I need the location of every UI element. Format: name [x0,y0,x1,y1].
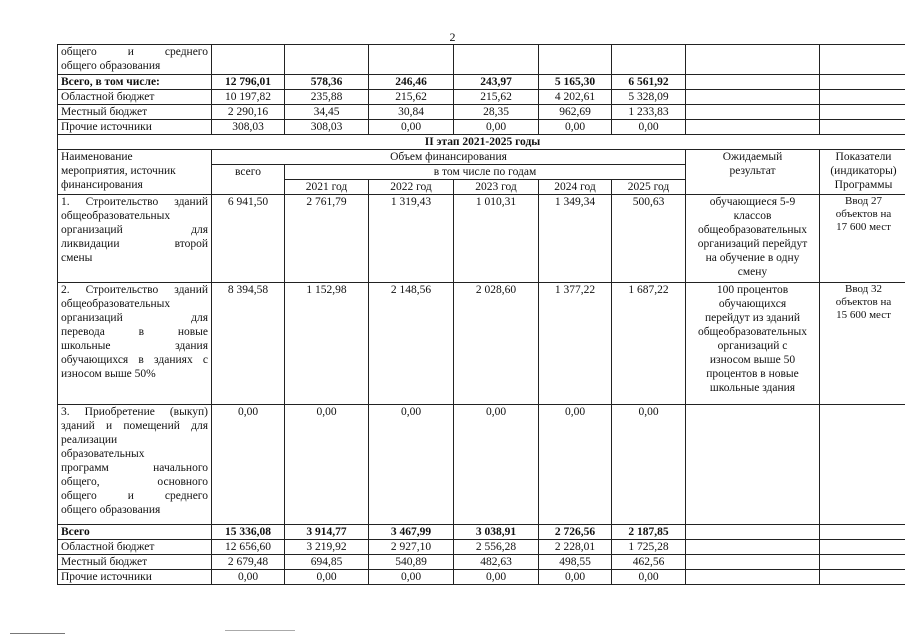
measure-name [58,283,212,405]
amount-cell: 1 349,34 [539,195,612,283]
text-line: зданий и помещений для [61,420,208,432]
text-line: мероприятия, источник [61,165,176,177]
text-line: ликвидации второй [61,238,208,250]
amount-cell: 1 319,43 [369,195,454,283]
text-line: общего и среднего [61,490,208,502]
indicator-cell [820,195,905,283]
continued-row-label [58,45,212,75]
text-line: процентов в новые [706,368,799,380]
source-row [58,90,905,105]
text-line: классов [733,210,772,222]
amount-cell: 30,84 [369,105,454,120]
amount-cell: 0,00 [539,570,612,585]
header-year: 2022 год [369,180,454,195]
amount-cell: 6 941,50 [212,195,285,283]
amount-cell: 6 561,92 [612,75,686,90]
text-line: перейдут из зданий [704,312,801,324]
text-line: общеобразовательных [61,298,171,310]
text-line: финансирования [61,179,143,191]
amount-cell: 0,00 [369,405,454,525]
text-line: обучающиеся 5-9 [709,196,796,208]
text-line: Ожидаемый [722,151,783,163]
amount-cell: 15 336,08 [212,525,285,540]
text-line: организаций для [61,224,208,236]
text-line: общеобразовательных [697,326,808,338]
text-line: Показатели [835,151,892,163]
amount-cell: 578,36 [285,75,369,90]
amount-cell: 4 202,61 [539,90,612,105]
text-line: Ввод 27 [845,195,882,207]
expected-result [686,195,820,283]
amount-cell: 2 228,01 [539,540,612,555]
scan-artifact [10,633,65,634]
stage-title: II этап 2021-2025 годы [58,135,905,150]
text-line: обучающихся [718,298,787,310]
amount-cell: 1 687,22 [612,283,686,405]
empty-cell [686,525,820,540]
text-line: образовательных [61,448,145,460]
amount-cell: 0,00 [285,405,369,525]
text-line: общеобразовательных [61,210,171,222]
text-line: Программы [834,179,893,191]
amount-cell: 0,00 [369,570,454,585]
amount-cell: 5 165,30 [539,75,612,90]
amount-cell: 2 726,56 [539,525,612,540]
source-row [58,120,905,135]
empty-cell [820,75,905,90]
text-line: (индикаторы) [830,165,897,177]
amount-cell: 462,56 [612,555,686,570]
text-line: общеобразовательных [697,224,808,236]
empty-cell [820,105,905,120]
header-result [686,150,820,195]
text-line: программ начального [61,462,208,474]
text-line: 3. Приобретение (выкуп) [61,406,208,418]
amount-cell: 243,97 [454,75,539,90]
amount-cell: 0,00 [285,570,369,585]
header-name [58,150,212,195]
amount-cell: 2 148,56 [369,283,454,405]
indicator-cell [820,405,905,525]
text-line: организаций для [61,312,208,324]
header-indicators [820,150,905,195]
continued-row [58,45,905,75]
source-row [58,105,905,120]
row-label: Областной бюджет [58,90,212,105]
measure-name [58,195,212,283]
amount-cell: 5 328,09 [612,90,686,105]
text-line: Ввод 32 [845,283,882,295]
amount-cell: 3 038,91 [454,525,539,540]
measure-row [58,405,905,525]
amount-cell: 2 927,10 [369,540,454,555]
amount-cell: 2 028,60 [454,283,539,405]
amount-cell: 12 796,01 [212,75,285,90]
amount-cell: 308,03 [285,120,369,135]
text-line: школьные здания [61,340,208,352]
amount-cell: 482,63 [454,555,539,570]
text-line: 100 процентов [716,284,789,296]
amount-cell: 0,00 [612,120,686,135]
indicator-cell [820,283,905,405]
empty-cell [686,570,820,585]
amount-cell: 3 914,77 [285,525,369,540]
text-line: на обучение в одну [705,252,800,264]
header-year: 2024 год [539,180,612,195]
empty-cell [686,540,820,555]
amount-cell: 2 556,28 [454,540,539,555]
text-line: смену [737,266,768,278]
amount-cell: 540,89 [369,555,454,570]
text-line: 17 600 мест [836,221,891,233]
expected-result [686,283,820,405]
text-line: 15 600 мест [836,309,891,321]
amount-cell: 500,63 [612,195,686,283]
source-row [58,540,905,555]
measure-name [58,405,212,525]
amount-cell: 2 187,85 [612,525,686,540]
header-total: всего [212,165,285,195]
amount-cell: 1 725,28 [612,540,686,555]
header-year: 2025 год [612,180,686,195]
text-line: организаций с [717,340,788,352]
amount-cell: 1 377,22 [539,283,612,405]
amount-cell: 2 290,16 [212,105,285,120]
amount-cell: 3 467,99 [369,525,454,540]
header-year: 2021 год [285,180,369,195]
amount-cell: 0,00 [454,405,539,525]
total-row [58,75,905,90]
empty-cell [820,540,905,555]
header-row [58,150,905,165]
row-label: Местный бюджет [58,105,212,120]
source-row [58,570,905,585]
empty-cell [686,75,820,90]
total-row [58,525,905,540]
text-line: организаций перейдут [697,238,808,250]
amount-cell: 0,00 [454,570,539,585]
expected-result [686,405,820,525]
row-label: Всего [58,525,212,540]
amount-cell: 1 010,31 [454,195,539,283]
amount-cell: 0,00 [539,120,612,135]
amount-cell: 0,00 [369,120,454,135]
amount-cell: 28,35 [454,105,539,120]
text-line: объектов на [835,208,892,220]
amount-cell: 498,55 [539,555,612,570]
empty-cell [820,90,905,105]
amount-cell: 0,00 [612,405,686,525]
empty-cell [686,555,820,570]
row-label: Местный бюджет [58,555,212,570]
amount-cell: 0,00 [612,570,686,585]
text-line: школьные здания [709,382,796,394]
amount-cell: 2 679,48 [212,555,285,570]
amount-cell: 1 152,98 [285,283,369,405]
amount-cell: 215,62 [369,90,454,105]
row-label: Областной бюджет [58,540,212,555]
row-label: Прочие источники [58,570,212,585]
amount-cell: 308,03 [212,120,285,135]
text-line: Наименование [61,151,133,163]
empty-cell [820,525,905,540]
amount-cell: 962,69 [539,105,612,120]
text-line: результат [729,165,776,177]
text-line: 1. Строительство зданий [61,196,208,208]
row-label: Всего, в том числе: [58,75,212,90]
empty-cell [686,120,820,135]
text-line: общего, основного [61,476,208,488]
text-line: смены [61,252,93,264]
header-year: 2023 год [454,180,539,195]
amount-cell: 0,00 [539,405,612,525]
text-line: обучающихся в зданиях с [61,354,208,366]
amount-cell: 2 761,79 [285,195,369,283]
empty-cell [686,105,820,120]
text-line: 2. Строительство зданий [61,284,208,296]
text-line: износом выше 50% [61,368,156,380]
text-line: износом выше 50 [709,354,796,366]
source-row [58,555,905,570]
scan-artifact [225,630,295,631]
amount-cell: 1 233,83 [612,105,686,120]
amount-cell: 694,85 [285,555,369,570]
amount-cell: 215,62 [454,90,539,105]
header-volume: Объем финансирования [212,150,686,165]
empty-cell [820,555,905,570]
amount-cell: 10 197,82 [212,90,285,105]
row-label: Прочие источники [58,120,212,135]
empty-cell [820,120,905,135]
text-line: общего образования [61,504,161,516]
amount-cell: 0,00 [212,405,285,525]
empty-cell [686,90,820,105]
stage-row [58,135,905,150]
measure-row [58,195,905,283]
label-line: общего и среднего [61,46,208,58]
amount-cell: 8 394,58 [212,283,285,405]
amount-cell: 246,46 [369,75,454,90]
header-by-years: в том числе по годам [285,165,686,180]
empty-cell [820,570,905,585]
text-line: перевода в новые [61,326,208,338]
financing-table [57,44,905,585]
amount-cell: 0,00 [212,570,285,585]
page-number: 2 [449,30,456,44]
text-line: реализации [61,434,118,446]
amount-cell: 0,00 [454,120,539,135]
text-line: объектов на [835,296,892,308]
amount-cell: 3 219,92 [285,540,369,555]
amount-cell: 235,88 [285,90,369,105]
label-line: общего образования [61,60,161,72]
amount-cell: 34,45 [285,105,369,120]
measure-row [58,283,905,405]
amount-cell: 12 656,60 [212,540,285,555]
